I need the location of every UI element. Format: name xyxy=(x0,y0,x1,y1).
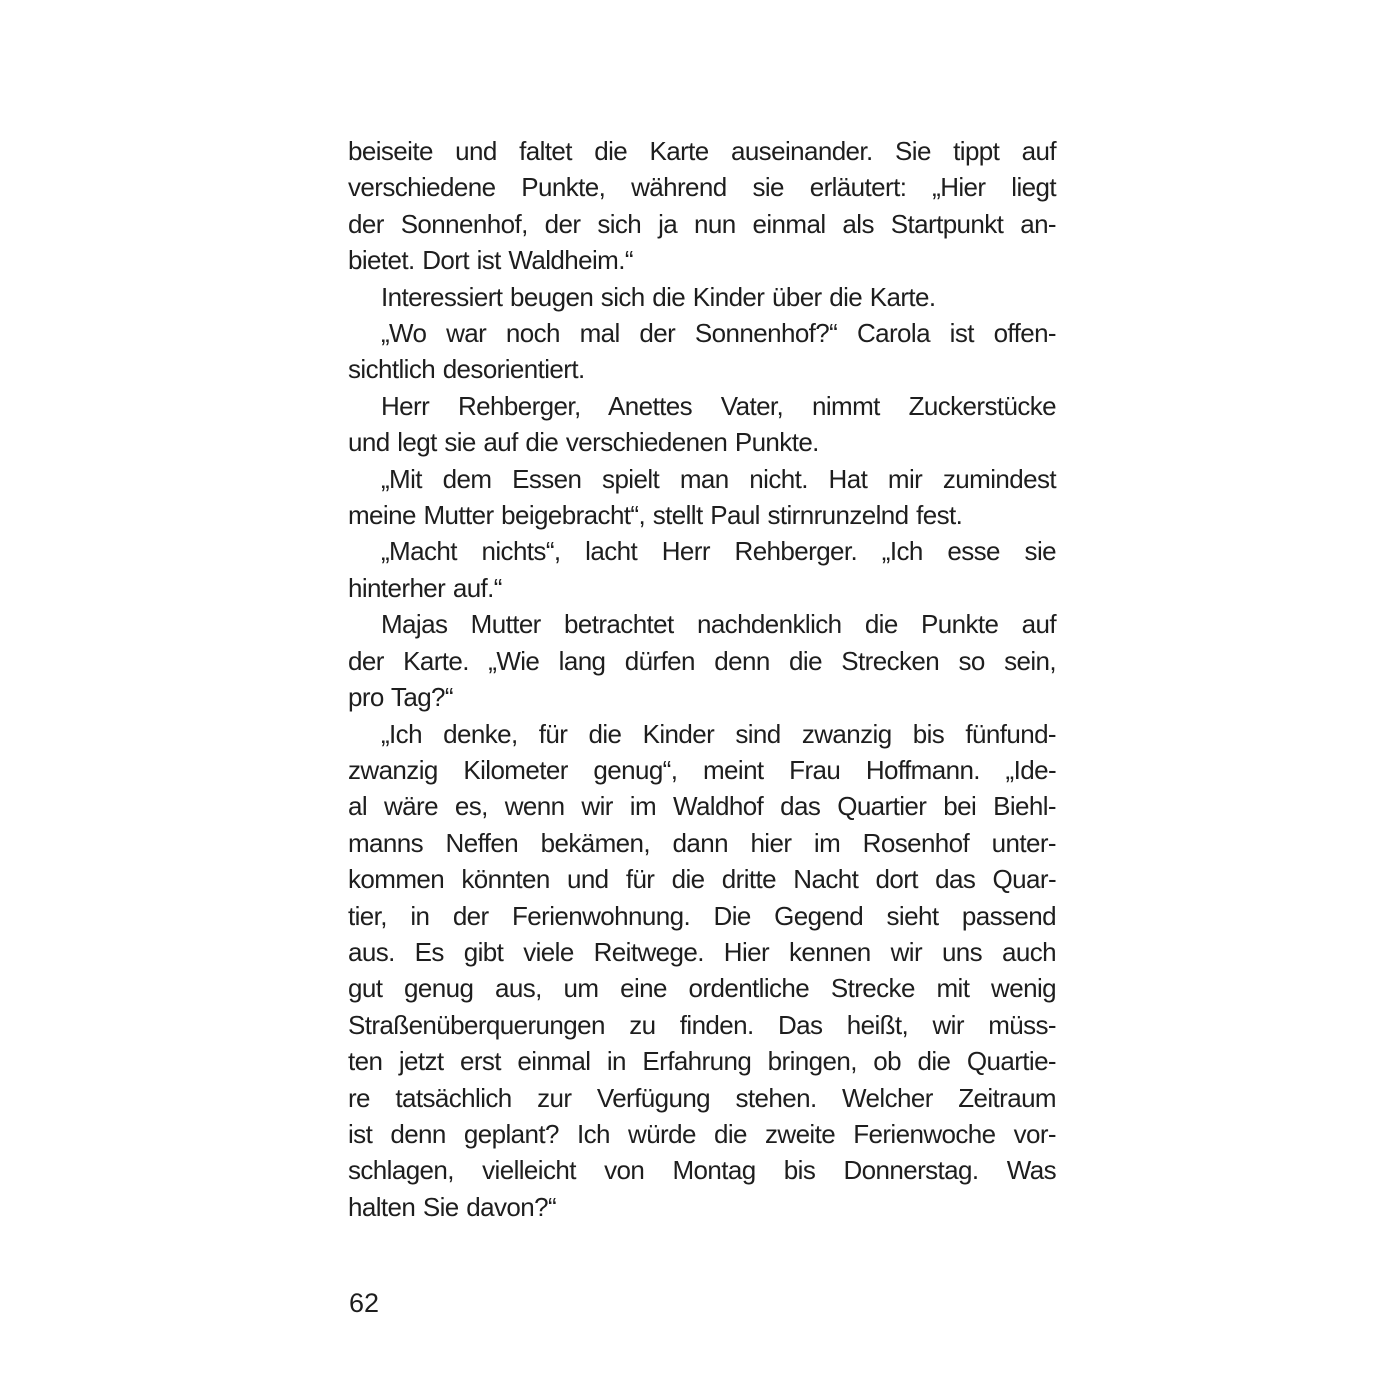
text-line: ist denn geplant? Ich würde die zweite Ferienwoche vor- xyxy=(348,1118,1056,1149)
paragraph xyxy=(348,716,1056,1226)
text-line: beiseite und faltet die Karte auseinander. Sie tippt auf xyxy=(348,136,1056,166)
text-line: Straßenüberquerungen zu finden. Das heißt, wir müss- xyxy=(348,1009,1056,1040)
text-line: schlagen, vielleicht von Montag bis Donnerstag. Was xyxy=(348,1155,1056,1186)
text-line: al wäre es, wenn wir im Waldhof das Quartier bei Biehl- xyxy=(348,791,1056,822)
text-line: kommen könnten und für die dritte Nacht dort das Quar- xyxy=(348,864,1056,895)
page-number: 62 xyxy=(349,1288,380,1318)
paragraph xyxy=(348,606,1056,715)
paragraph xyxy=(348,279,1056,315)
text-line: „Wo war noch mal der Sonnenhof?“ Carola ist offen- xyxy=(381,318,1056,349)
text-line: hinterher auf.“ xyxy=(348,572,502,603)
text-line: halten Sie davon?“ xyxy=(348,1191,557,1222)
paragraph xyxy=(348,461,1056,534)
paragraph xyxy=(348,315,1056,388)
text-line: Herr Rehberger, Anettes Vater, nimmt Zuckerstücke xyxy=(381,390,1056,421)
text-line: aus. Es gibt viele Reitwege. Hier kennen wir uns auch xyxy=(348,936,1056,967)
text-line: bietet. Dort ist Waldheim.“ xyxy=(348,245,633,276)
text-line: manns Neffen bekämen, dann hier im Rosenhof unter- xyxy=(348,827,1056,858)
paragraph xyxy=(348,533,1056,606)
text-line: sichtlich desorientiert. xyxy=(348,354,585,385)
text-line: gut genug aus, um eine ordentliche Strecke mit wenig xyxy=(348,973,1056,1004)
text-line: pro Tag?“ xyxy=(348,682,453,713)
text-line: meine Mutter beigebracht“, stellt Paul stirnrunzelnd fest. xyxy=(348,500,963,531)
text-line: der Karte. „Wie lang dürfen denn die Strecken so sein, xyxy=(348,645,1056,676)
text-line: ten jetzt erst einmal in Erfahrung bringen, ob die Quartie- xyxy=(348,1046,1056,1077)
text-line: und legt sie auf die verschiedenen Punkte. xyxy=(348,427,819,458)
text-line: zwanzig Kilometer genug“, meint Frau Hoffmann. „Ide- xyxy=(348,754,1056,785)
text-line: tier, in der Ferienwohnung. Die Gegend sieht passend xyxy=(348,900,1056,931)
paragraph xyxy=(348,133,1056,279)
text-line: re tatsächlich zur Verfügung stehen. Welcher Zeitraum xyxy=(348,1082,1056,1113)
text-line: „Ich denke, für die Kinder sind zwanzig bis fünfund- xyxy=(381,718,1056,749)
text-line: „Mit dem Essen spielt man nicht. Hat mir zumindest xyxy=(381,463,1056,494)
text-line: Interessiert beugen sich die Kinder über die Karte. xyxy=(381,281,936,312)
text-line: der Sonnenhof, der sich ja nun einmal als Startpunkt an- xyxy=(348,208,1056,239)
text-line: verschiedene Punkte, während sie erläutert: „Hier liegt xyxy=(348,172,1056,203)
page-text-block xyxy=(348,133,1056,1225)
text-line: Majas Mutter betrachtet nachdenklich die Punkte auf xyxy=(381,609,1056,640)
text-line: „Macht nichts“, lacht Herr Rehberger. „Ich esse sie xyxy=(381,536,1056,567)
paragraph xyxy=(348,388,1056,461)
